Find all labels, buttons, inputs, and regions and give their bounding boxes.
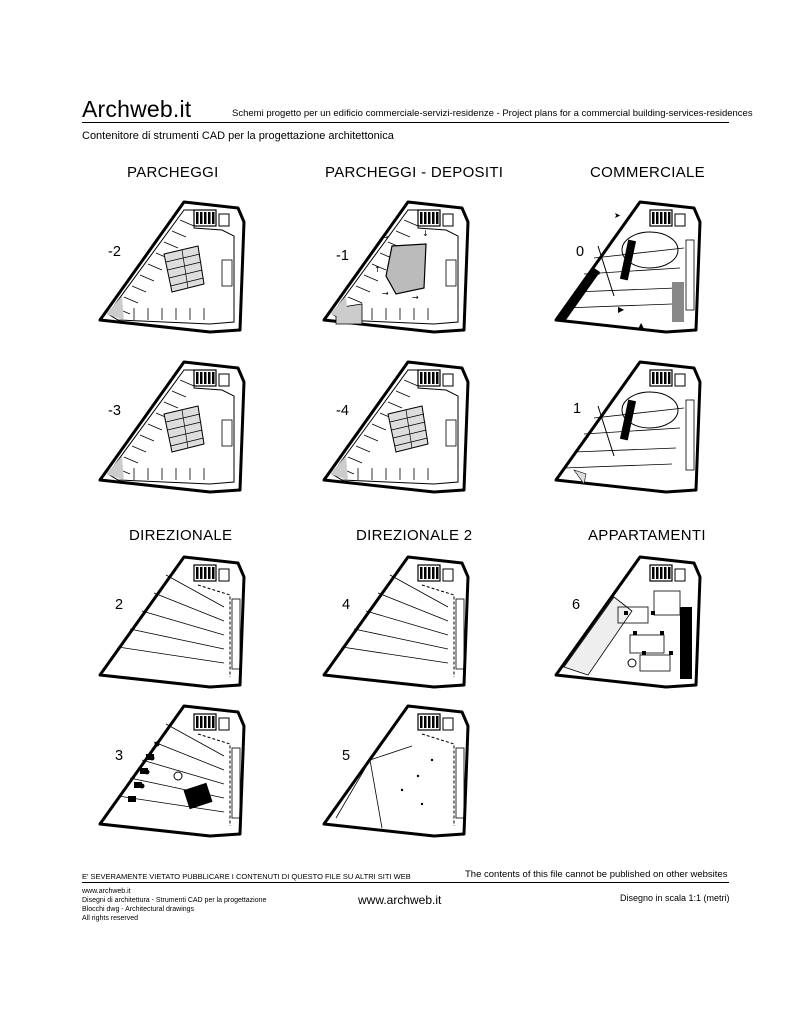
stair-tread <box>200 372 203 384</box>
stair-tread <box>424 372 427 384</box>
stair-tread <box>664 212 667 224</box>
traffic-arrow-icon: → <box>382 289 389 298</box>
header-rule <box>82 122 729 123</box>
level-label: 2 <box>115 597 124 613</box>
stair-tread <box>420 567 423 579</box>
level-label: -1 <box>336 248 349 264</box>
furniture <box>633 631 637 635</box>
stair-tread <box>200 567 203 579</box>
storage-block <box>386 244 426 294</box>
copyright-warning-english: The contents of this file cannot be published on other websites <box>465 869 728 880</box>
section-title-parcheggi-depositi: PARCHEGGI - DEPOSITI <box>325 164 504 181</box>
stair-tread <box>428 212 431 224</box>
chair <box>150 756 155 761</box>
furniture <box>669 651 673 655</box>
stair-tread <box>212 372 215 384</box>
column <box>431 759 433 761</box>
stair-tread <box>424 567 427 579</box>
floor-plan-level-5 <box>322 700 482 840</box>
level-label: 6 <box>572 597 581 613</box>
elevator-shaft <box>219 374 229 386</box>
chair <box>155 742 160 747</box>
floor-plan-level-m3 <box>98 356 258 496</box>
entrance-arrow-icon: ➤ <box>614 211 621 220</box>
copyright-warning-italian: E' SEVERAMENTE VIETATO PUBBLICARE I CONTENUTI DI QUESTO FILE SU ALTRI SITI WEB <box>82 872 411 881</box>
stair-tread <box>436 716 439 728</box>
stair-tread <box>200 212 203 224</box>
stair-tread <box>196 716 199 728</box>
level-label: -3 <box>108 403 121 419</box>
stair-tread <box>656 567 659 579</box>
elevator-shaft <box>219 569 229 581</box>
entrance-arrow-icon: ▶ <box>618 305 625 314</box>
footer-rule <box>82 882 729 883</box>
stair-tread <box>428 716 431 728</box>
elevator-shaft <box>443 569 453 581</box>
stair-tread <box>660 212 663 224</box>
stair-tread <box>664 372 667 384</box>
section-title-commerciale: COMMERCIALE <box>590 164 705 181</box>
section-title-parcheggi: PARCHEGGI <box>127 164 219 181</box>
floor-plan-level-6 <box>554 551 714 691</box>
stair-tread <box>656 372 659 384</box>
elevator-shaft <box>675 374 685 386</box>
footer-info-line: Disegni di architettura - Strumenti CAD per la progettazione <box>82 897 267 904</box>
stair-tread <box>204 567 207 579</box>
tagline: Contenitore di strumenti CAD per la progettazione architettonica <box>82 130 394 142</box>
furniture <box>624 611 628 615</box>
stair-tread <box>432 212 435 224</box>
elevator-shaft <box>443 214 453 226</box>
stair-tread <box>204 212 207 224</box>
entrance-arrow-icon: ▲ <box>638 321 645 330</box>
floor-plan-level-4 <box>322 551 482 691</box>
level-label: 1 <box>573 401 582 417</box>
stair-tread <box>660 567 663 579</box>
floor-plan-level-m4 <box>322 356 482 496</box>
section-title-appartamenti: APPARTAMENTI <box>588 527 706 544</box>
project-subtitle: Schemi progetto per un edificio commerciale-servizi-residenze - Project plans for a commercial building-services-residences <box>232 108 753 119</box>
footer-info-line: All rights reserved <box>82 915 139 922</box>
elevator-shaft <box>675 214 685 226</box>
traffic-arrow-icon: ↑ <box>374 265 381 274</box>
furniture <box>642 651 646 655</box>
traffic-arrow-icon: → <box>412 293 419 302</box>
stair-tread <box>424 212 427 224</box>
footer-info-line: www.archweb.it <box>82 888 131 895</box>
stair-tread <box>660 372 663 384</box>
level-label: 3 <box>115 748 124 764</box>
stair-tread <box>436 212 439 224</box>
stair-tread <box>208 567 211 579</box>
stair-tread <box>668 212 671 224</box>
level-label: 0 <box>576 244 585 260</box>
stair-tread <box>204 716 207 728</box>
stair-tread <box>208 372 211 384</box>
elevator-shaft <box>443 374 453 386</box>
stair-tread <box>420 372 423 384</box>
brand-title: Archweb.it <box>82 96 192 122</box>
stair-tread <box>436 567 439 579</box>
stair-tread <box>424 716 427 728</box>
stair-tread <box>208 716 211 728</box>
floor-plan-level-2 <box>98 551 258 691</box>
column <box>421 803 423 805</box>
elevator-shaft <box>443 718 453 730</box>
furniture <box>660 631 664 635</box>
stair-tread <box>432 372 435 384</box>
website-link[interactable]: www.archweb.it <box>358 893 442 907</box>
chair <box>140 784 145 789</box>
stair-tread <box>652 372 655 384</box>
scale-note: Disegno in scala 1:1 (metri) <box>620 893 730 903</box>
stair-tread <box>436 372 439 384</box>
stair-tread <box>212 716 215 728</box>
furniture <box>651 611 655 615</box>
stair-tread <box>196 567 199 579</box>
traffic-arrow-icon: ↓ <box>422 229 429 238</box>
traffic-arrow-icon: → <box>382 233 389 242</box>
column <box>401 789 403 791</box>
entrance-arrow-icon: ▶ <box>594 269 601 278</box>
floor-plan-level-m2 <box>98 196 258 336</box>
loading-area <box>672 282 684 322</box>
stair-tread <box>664 567 667 579</box>
stair-tread <box>212 212 215 224</box>
section-title-direzionale: DIREZIONALE <box>129 527 233 544</box>
stair-tread <box>196 212 199 224</box>
stair-tread <box>656 212 659 224</box>
elevator-shaft <box>219 214 229 226</box>
stair-tread <box>208 212 211 224</box>
stair-tread <box>668 372 671 384</box>
stair-tread <box>420 716 423 728</box>
level-label: -4 <box>336 403 349 419</box>
floor-plan-level-0 <box>554 196 714 336</box>
level-label: -2 <box>108 244 121 260</box>
stair-tread <box>204 372 207 384</box>
stair-tread <box>428 372 431 384</box>
level-label: 4 <box>342 597 351 613</box>
level-label: 5 <box>342 748 351 764</box>
floor-plan-level-3 <box>98 700 258 840</box>
balcony-strip <box>680 607 692 679</box>
stair-tread <box>432 716 435 728</box>
stair-tread <box>668 567 671 579</box>
elevator-shaft <box>675 569 685 581</box>
stair-tread <box>652 567 655 579</box>
chair <box>145 770 150 775</box>
column <box>417 775 419 777</box>
floor-plan-level-1 <box>554 356 714 496</box>
stair-tread <box>652 212 655 224</box>
floor-plan-level-m1 <box>322 196 482 336</box>
stair-tread <box>212 567 215 579</box>
elevator-shaft <box>219 718 229 730</box>
stair-tread <box>200 716 203 728</box>
stair-tread <box>432 567 435 579</box>
stair-tread <box>196 372 199 384</box>
section-title-direzionale-2: DIREZIONALE 2 <box>356 527 473 544</box>
desk-cluster <box>128 796 136 802</box>
footer-info-line: Blocchi dwg - Architectural drawings <box>82 906 195 913</box>
stair-tread <box>428 567 431 579</box>
stair-tread <box>420 212 423 224</box>
